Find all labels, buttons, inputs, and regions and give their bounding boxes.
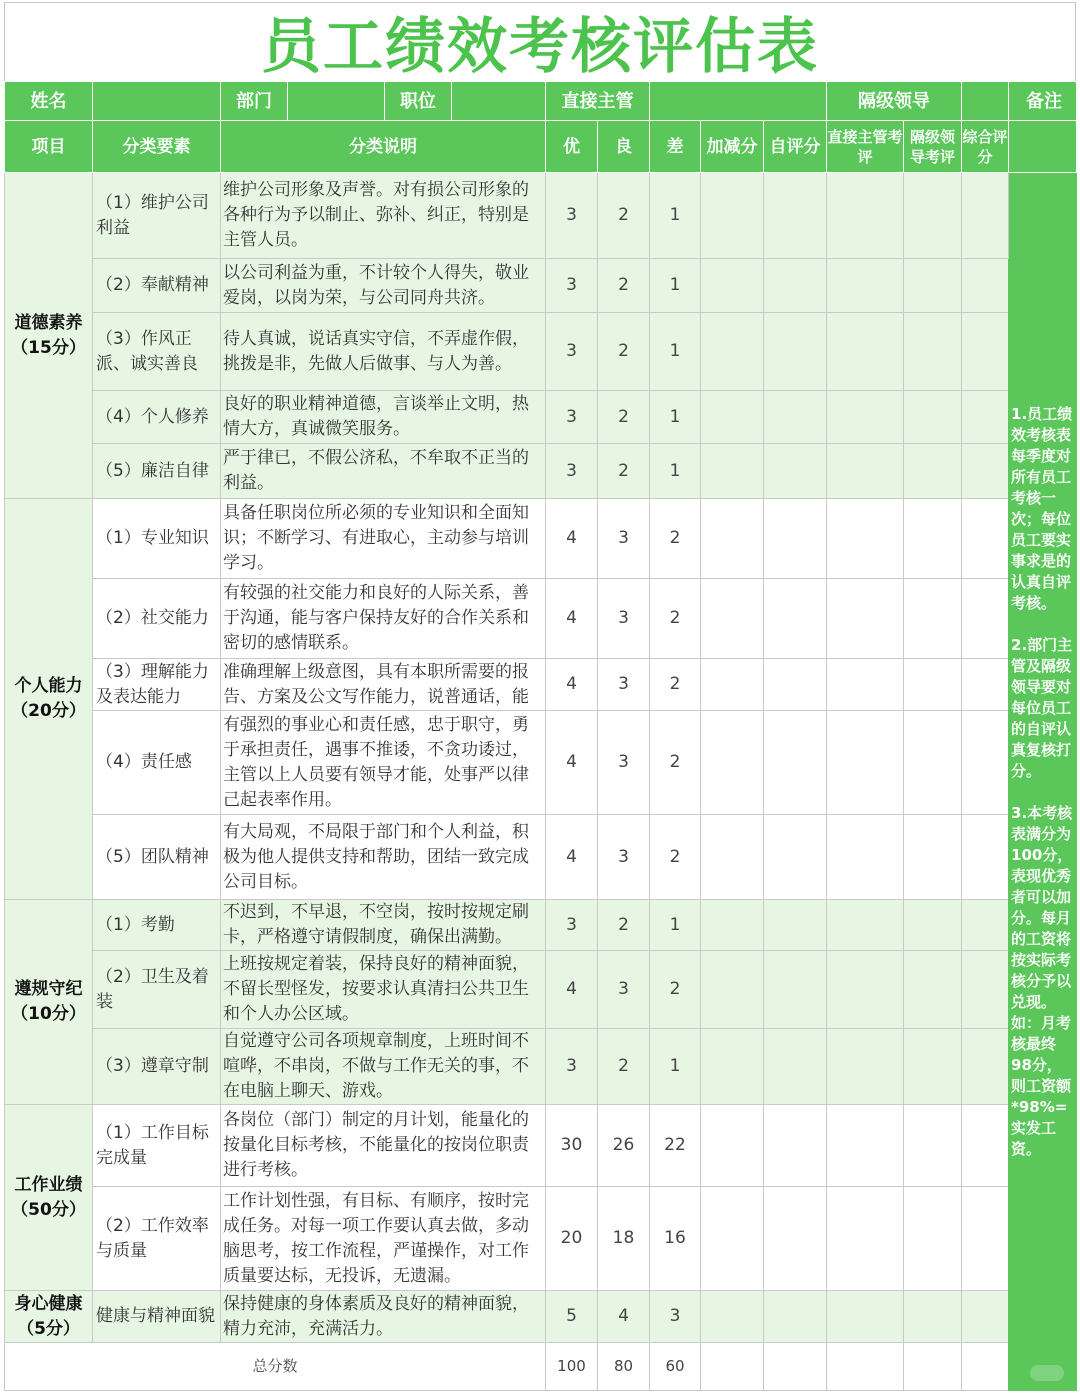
skip-score-input[interactable] [904, 313, 962, 391]
supervisor-score-input[interactable] [827, 1187, 904, 1291]
skip-score-input[interactable] [904, 1029, 962, 1105]
self-score-input[interactable] [764, 1291, 827, 1343]
skip-score-input[interactable] [904, 1187, 962, 1291]
self-score-input[interactable] [764, 1105, 827, 1187]
self-score-input[interactable] [764, 900, 827, 951]
score-good: 2 [598, 313, 650, 391]
category-cell: 个人能力（20分） [5, 499, 93, 900]
table-row [5, 499, 1077, 579]
table-row [5, 951, 1077, 1029]
table-row [5, 1291, 1077, 1343]
score-good: 3 [598, 951, 650, 1029]
skip-leader-label: 隔级领导 [827, 82, 962, 121]
table-row [5, 1029, 1077, 1105]
score-poor: 2 [650, 951, 701, 1029]
total-score-input[interactable] [962, 499, 1009, 579]
score-poor: 1 [650, 391, 701, 444]
factor-cell: （2）社交能力 [93, 579, 221, 659]
skip-score-input[interactable] [904, 391, 962, 444]
table-row [5, 391, 1077, 444]
supervisor-score-input[interactable] [827, 900, 904, 951]
score-excellent: 30 [546, 1105, 598, 1187]
total-excellent: 100 [546, 1343, 598, 1391]
col-skip-eval: 隔级领导考评 [904, 121, 962, 173]
score-good: 18 [598, 1187, 650, 1291]
total-self-score-input[interactable] [764, 1343, 827, 1391]
category-cell: 道德素养（15分） [5, 173, 93, 499]
header-row-info [5, 82, 1077, 121]
total-poor: 60 [650, 1343, 701, 1391]
description-cell: 有较强的社交能力和良好的人际关系，善于沟通，能与客户保持友好的合作关系和密切的感情联系。 [221, 579, 546, 659]
supervisor-score-input[interactable] [827, 1291, 904, 1343]
adjust-input[interactable] [701, 815, 764, 900]
supervisor-score-input[interactable] [827, 444, 904, 499]
self-score-input[interactable] [764, 659, 827, 711]
score-poor: 22 [650, 1105, 701, 1187]
score-poor: 16 [650, 1187, 701, 1291]
self-score-input[interactable] [764, 499, 827, 579]
category-cell: 遵规守纪（10分） [5, 900, 93, 1105]
total-total-score-input[interactable] [962, 1343, 1009, 1391]
adjust-input[interactable] [701, 951, 764, 1029]
skip-score-input[interactable] [904, 659, 962, 711]
col-description: 分类说明 [221, 121, 546, 173]
supervisor-score-input[interactable] [827, 391, 904, 444]
score-poor: 1 [650, 444, 701, 499]
self-score-input[interactable] [764, 259, 827, 313]
total-score-input[interactable] [962, 391, 1009, 444]
adjust-input[interactable] [701, 444, 764, 499]
table-row [5, 1187, 1077, 1291]
score-excellent: 4 [546, 815, 598, 900]
table-row [5, 1105, 1077, 1187]
score-excellent: 20 [546, 1187, 598, 1291]
supervisor-score-input[interactable] [827, 815, 904, 900]
total-score-input[interactable] [962, 951, 1009, 1029]
table-row [5, 173, 1077, 259]
description-cell: 良好的职业精神道德，言谈举止文明，热情大方，真诚微笑服务。 [221, 391, 546, 444]
factor-cell: （4）责任感 [93, 711, 221, 815]
position-value[interactable] [452, 82, 545, 120]
col-supervisor-eval: 直接主管考评 [827, 121, 904, 173]
score-poor: 2 [650, 659, 701, 711]
page-title: 员工绩效考核评估表 [4, 2, 1076, 81]
factor-cell: 健康与精神面貌 [93, 1291, 221, 1343]
factor-cell: （1）工作目标完成量 [93, 1105, 221, 1187]
factor-cell: （2）卫生及着装 [93, 951, 221, 1029]
col-adjust: 加减分 [701, 121, 764, 173]
skip-score-input[interactable] [904, 1105, 962, 1187]
supervisor-score-input[interactable] [827, 1105, 904, 1187]
factor-cell: （2）工作效率与质量 [93, 1187, 221, 1291]
skip-score-input[interactable] [904, 259, 962, 313]
total-score-input[interactable] [962, 444, 1009, 499]
self-score-input[interactable] [764, 444, 827, 499]
factor-cell: （1）维护公司利益 [93, 173, 221, 259]
score-poor: 3 [650, 1291, 701, 1343]
total-score-input[interactable] [962, 579, 1009, 659]
description-cell: 准确理解上级意图，具有本职所需要的报告、方案及公文写作能力，说普通话，能 [221, 659, 546, 711]
supervisor-score-input[interactable] [827, 951, 904, 1029]
adjust-input[interactable] [701, 579, 764, 659]
col-excellent: 优 [546, 121, 598, 173]
position-label: 职位 [385, 82, 452, 120]
score-excellent: 4 [546, 711, 598, 815]
col-good: 良 [598, 121, 650, 173]
self-score-input[interactable] [764, 951, 827, 1029]
description-cell: 不迟到，不早退，不空岗，按时按规定刷卡，严格遵守请假制度，确保出满勤。 [221, 900, 546, 951]
table-row [5, 579, 1077, 659]
total-score-input[interactable] [962, 1105, 1009, 1187]
total-score-input[interactable] [962, 1291, 1009, 1343]
score-excellent: 3 [546, 313, 598, 391]
evaluation-table [4, 81, 1077, 1391]
score-good: 2 [598, 444, 650, 499]
watermark-seal [1030, 1365, 1064, 1381]
factor-cell: （5）团队精神 [93, 815, 221, 900]
self-score-input[interactable] [764, 313, 827, 391]
description-cell: 有大局观，不局限于部门和个人利益，积极为他人提供支持和帮助，团结一致完成公司目标。 [221, 815, 546, 900]
description-cell: 保持健康的身体素质及良好的精神面貌，精力充沛，充满活力。 [221, 1291, 546, 1343]
total-score-input[interactable] [962, 259, 1009, 313]
score-poor: 1 [650, 1029, 701, 1105]
total-score-input[interactable] [962, 711, 1009, 815]
col-item: 项目 [5, 121, 93, 173]
adjust-input[interactable] [701, 900, 764, 951]
skip-score-input[interactable] [904, 173, 962, 259]
description-cell: 待人真诚，说话真实守信，不弄虚作假，挑拨是非，先做人后做事、与人为善。 [221, 313, 546, 391]
supervisor-score-input[interactable] [827, 313, 904, 391]
score-excellent: 3 [546, 444, 598, 499]
total-skip-score-input[interactable] [904, 1343, 962, 1391]
col-total-eval: 综合评分 [962, 121, 1009, 173]
skip-score-input[interactable] [904, 579, 962, 659]
skip-score-input[interactable] [904, 815, 962, 900]
adjust-input[interactable] [701, 259, 764, 313]
remarks-notes: 1.员工绩效考核表每季度对所有员工考核一次；每位员工要实事求是的认真自评考核。 2.部门主管及隔级领导要对每位员工的自评认真复核打分。 3.本考核表满分为100分，表现优秀者可以加分。每月的工资将按实际考核分予以兑现。 如：月考核最终98分，则工资额*98%=实发工资。 [1009, 173, 1077, 1391]
name-value[interactable] [93, 82, 221, 121]
score-good: 2 [598, 900, 650, 951]
score-good: 2 [598, 1029, 650, 1105]
score-excellent: 3 [546, 173, 598, 259]
supervisor-score-input[interactable] [827, 173, 904, 259]
factor-cell: （3）作风正派、诚实善良 [93, 313, 221, 391]
score-poor: 1 [650, 313, 701, 391]
score-good: 2 [598, 259, 650, 313]
supervisor-score-input[interactable] [827, 579, 904, 659]
score-excellent: 3 [546, 1029, 598, 1105]
adjust-input[interactable] [701, 391, 764, 444]
score-excellent: 4 [546, 499, 598, 579]
score-excellent: 3 [546, 259, 598, 313]
evaluation-sheet [4, 2, 1076, 1391]
col-factor: 分类要素 [93, 121, 221, 173]
score-poor: 1 [650, 259, 701, 313]
adjust-input[interactable] [701, 659, 764, 711]
table-row [5, 444, 1077, 499]
factor-cell: （4）个人修养 [93, 391, 221, 444]
score-poor: 1 [650, 900, 701, 951]
score-good: 3 [598, 659, 650, 711]
table-row [5, 711, 1077, 815]
description-cell: 各岗位（部门）制定的月计划，能量化的按量化目标考核，不能量化的按岗位职责进行考核。 [221, 1105, 546, 1187]
score-excellent: 4 [546, 579, 598, 659]
skip-score-input[interactable] [904, 499, 962, 579]
score-excellent: 3 [546, 900, 598, 951]
self-score-input[interactable] [764, 1029, 827, 1105]
score-good: 3 [598, 711, 650, 815]
factor-cell: （3）理解能力及表达能力 [93, 659, 221, 711]
factor-cell: （1）考勤 [93, 900, 221, 951]
score-good: 4 [598, 1291, 650, 1343]
score-excellent: 4 [546, 659, 598, 711]
description-cell: 自觉遵守公司各项规章制度，上班时间不喧哗，不串岗，不做与工作无关的事，不在电脑上聊天、游戏。 [221, 1029, 546, 1105]
col-self: 自评分 [764, 121, 827, 173]
score-poor: 2 [650, 499, 701, 579]
table-row [5, 259, 1077, 313]
dept-label: 部门 [221, 82, 288, 120]
dept-value[interactable] [288, 82, 385, 120]
skip-leader-value[interactable] [962, 82, 1009, 121]
header-row-columns [5, 121, 1077, 173]
self-score-input[interactable] [764, 711, 827, 815]
total-score-input[interactable] [962, 659, 1009, 711]
col-notes-head [1009, 121, 1077, 173]
self-score-input[interactable] [764, 815, 827, 900]
factor-cell: （5）廉洁自律 [93, 444, 221, 499]
skip-score-input[interactable] [904, 900, 962, 951]
total-label: 总分数 [5, 1343, 546, 1391]
score-good: 26 [598, 1105, 650, 1187]
score-good: 2 [598, 173, 650, 259]
score-poor: 1 [650, 173, 701, 259]
score-good: 3 [598, 815, 650, 900]
factor-cell: （2）奉献精神 [93, 259, 221, 313]
score-good: 3 [598, 579, 650, 659]
score-poor: 2 [650, 815, 701, 900]
table-row [5, 815, 1077, 900]
adjust-input[interactable] [701, 1105, 764, 1187]
supervisor-score-input[interactable] [827, 711, 904, 815]
category-cell: 身心健康（5分） [5, 1291, 93, 1343]
supervisor-score-input[interactable] [827, 259, 904, 313]
score-excellent: 3 [546, 391, 598, 444]
description-cell: 维护公司形象及声誉。对有损公司形象的各种行为予以制止、弥补、纠正，特别是主管人员。 [221, 173, 546, 259]
skip-score-input[interactable] [904, 951, 962, 1029]
self-score-input[interactable] [764, 579, 827, 659]
score-poor: 2 [650, 579, 701, 659]
adjust-input[interactable] [701, 1029, 764, 1105]
score-poor: 2 [650, 711, 701, 815]
supervisor-score-input[interactable] [827, 1029, 904, 1105]
total-good: 80 [598, 1343, 650, 1391]
total-score-input[interactable] [962, 173, 1009, 259]
supervisor-value[interactable] [650, 82, 827, 121]
table-row [5, 900, 1077, 951]
col-poor: 差 [650, 121, 701, 173]
score-excellent: 4 [546, 951, 598, 1029]
factor-cell: （3）遵章守制 [93, 1029, 221, 1105]
description-cell: 上班按规定着装，保持良好的精神面貌，不留长型怪发，按要求认真清扫公共卫生和个人办公区域。 [221, 951, 546, 1029]
supervisor-score-input[interactable] [827, 499, 904, 579]
description-cell: 具备任职岗位所必须的专业知识和全面知识；不断学习、有进取心，主动参与培训学习。 [221, 499, 546, 579]
adjust-input[interactable] [701, 711, 764, 815]
description-cell: 以公司利益为重，不计较个人得失，敬业爱岗，以岗为荣，与公司同舟共济。 [221, 259, 546, 313]
description-cell: 工作计划性强，有目标、有顺序，按时完成任务。对每一项工作要认真去做，多动脑思考，按工作流程，严谨操作，对工作质量要达标，无投诉，无遗漏。 [221, 1187, 546, 1291]
dept-position-cell [221, 82, 546, 121]
total-score-input[interactable] [962, 900, 1009, 951]
adjust-input[interactable] [701, 1291, 764, 1343]
supervisor-score-input[interactable] [827, 659, 904, 711]
skip-score-input[interactable] [904, 444, 962, 499]
skip-score-input[interactable] [904, 1291, 962, 1343]
score-good: 3 [598, 499, 650, 579]
factor-cell: （1）专业知识 [93, 499, 221, 579]
remarks-label: 备注 [1009, 82, 1077, 121]
category-cell: 工作业绩（50分） [5, 1105, 93, 1291]
adjust-input[interactable] [701, 313, 764, 391]
skip-score-input[interactable] [904, 711, 962, 815]
total-adjust-input[interactable] [701, 1343, 764, 1391]
total-score-input[interactable] [962, 1187, 1009, 1291]
adjust-input[interactable] [701, 1187, 764, 1291]
supervisor-label: 直接主管 [546, 82, 650, 121]
total-row [5, 1343, 1077, 1391]
total-score-input[interactable] [962, 815, 1009, 900]
table-row [5, 659, 1077, 711]
adjust-input[interactable] [701, 173, 764, 259]
self-score-input[interactable] [764, 173, 827, 259]
table-row [5, 313, 1077, 391]
total-supervisor-score-input[interactable] [827, 1343, 904, 1391]
description-cell: 严于律已，不假公济私，不牟取不正当的利益。 [221, 444, 546, 499]
total-score-input[interactable] [962, 313, 1009, 391]
self-score-input[interactable] [764, 391, 827, 444]
self-score-input[interactable] [764, 1187, 827, 1291]
name-label: 姓名 [5, 82, 93, 121]
description-cell: 有强烈的事业心和责任感，忠于职守，勇于承担责任，遇事不推诿，不贪功诿过，主管以上人员要有领导才能，处事严以律己起表率作用。 [221, 711, 546, 815]
total-score-input[interactable] [962, 1029, 1009, 1105]
score-excellent: 5 [546, 1291, 598, 1343]
adjust-input[interactable] [701, 499, 764, 579]
score-good: 2 [598, 391, 650, 444]
